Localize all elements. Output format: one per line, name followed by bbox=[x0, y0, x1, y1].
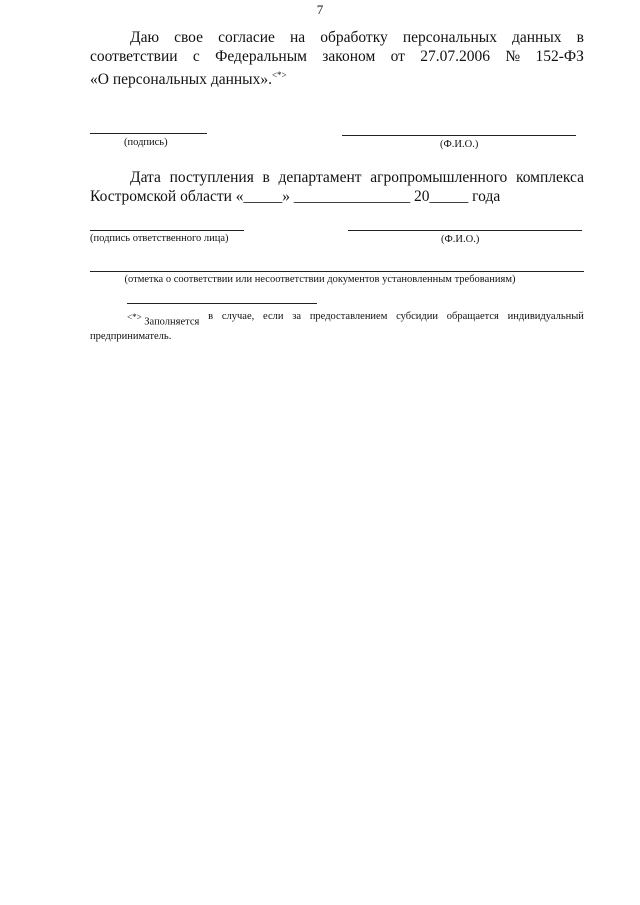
footnote-separator bbox=[127, 303, 317, 304]
receipt-word: Дата bbox=[130, 169, 161, 186]
footnote-word: обращается bbox=[446, 311, 499, 322]
consent-word: с bbox=[192, 48, 200, 65]
consent-word: № bbox=[505, 48, 521, 65]
consent-word: персональных bbox=[402, 29, 497, 46]
receipt-word: комплекса bbox=[515, 169, 584, 186]
consent-word: согласие bbox=[218, 29, 275, 46]
footnote-word: в bbox=[208, 311, 214, 322]
consent-word: законом bbox=[322, 48, 376, 65]
responsible-signature-line bbox=[90, 230, 244, 231]
consent-word: на bbox=[289, 29, 306, 46]
consent-word: обработку bbox=[320, 29, 388, 46]
consent-paragraph bbox=[90, 28, 584, 89]
footnote-word: случае, bbox=[221, 311, 255, 322]
consent-line-2 bbox=[90, 47, 584, 66]
receipt-word: агропромышленного bbox=[370, 169, 508, 186]
consent-word: Даю bbox=[130, 29, 160, 46]
consent-word: 152-ФЗ bbox=[535, 48, 584, 65]
footnote-marker: <*> bbox=[271, 70, 287, 80]
footnote-word: за bbox=[292, 311, 302, 322]
footnote bbox=[90, 310, 584, 344]
consent-word: от bbox=[390, 48, 405, 65]
consent-line-1 bbox=[90, 28, 584, 47]
responsible-name-line bbox=[348, 230, 582, 231]
footnote-line-1 bbox=[90, 310, 584, 330]
consent-line-3 bbox=[90, 66, 584, 89]
signature-line bbox=[90, 133, 207, 134]
page-number: 7 bbox=[316, 2, 324, 17]
compliance-caption: (отметка о соответствии или несоответствии документов установленным требованиям) bbox=[124, 274, 516, 285]
consent-word: данных bbox=[512, 29, 562, 46]
footnote-marker: <*> bbox=[127, 312, 142, 322]
law-title: «О персональных данных». bbox=[90, 71, 272, 89]
receipt-line-1 bbox=[90, 168, 584, 187]
consent-word: соответствии bbox=[90, 48, 178, 65]
consent-word: свое bbox=[174, 29, 204, 46]
responsible-name-caption: (Ф.И.О.) bbox=[441, 234, 480, 245]
responsible-signature-caption: (подпись ответственного лица) bbox=[90, 233, 229, 244]
footnote-word: индивидуальный bbox=[507, 311, 584, 322]
compliance-line bbox=[90, 271, 584, 272]
footnote-line-2: предприниматель. bbox=[90, 330, 172, 342]
footnote-word: предоставлением bbox=[309, 311, 388, 322]
receipt-paragraph bbox=[90, 168, 584, 206]
signature-caption: (подпись) bbox=[124, 137, 168, 148]
receipt-word: поступления bbox=[169, 169, 254, 186]
footnote-word: если bbox=[263, 311, 284, 322]
receipt-date-line: Костромской области «_____» _______________ 20_____ года bbox=[90, 188, 501, 205]
consent-word: в bbox=[576, 29, 584, 46]
footnote-word: субсидии bbox=[396, 311, 438, 322]
consent-word: Федеральным bbox=[215, 48, 307, 65]
receipt-word: в bbox=[262, 169, 270, 186]
receipt-word: департамент bbox=[278, 169, 362, 186]
full-name-line bbox=[342, 135, 576, 136]
consent-word: 27.07.2006 bbox=[420, 48, 491, 65]
footnote-word: Заполняется bbox=[144, 316, 200, 328]
full-name-caption: (Ф.И.О.) bbox=[440, 139, 479, 150]
